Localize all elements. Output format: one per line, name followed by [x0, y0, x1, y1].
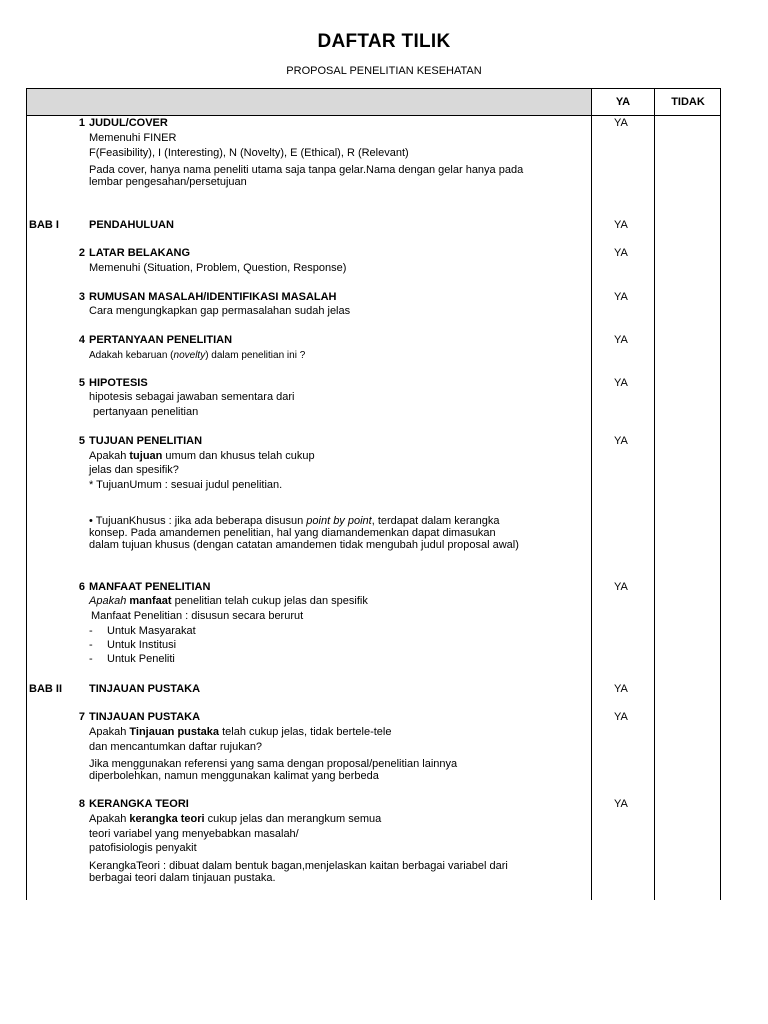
list-item: Untuk Institusi: [107, 639, 177, 651]
item-number: 3: [78, 291, 85, 303]
page-subtitle: PROPOSAL PENELITIAN KESEHATAN: [286, 65, 482, 77]
ya-mark: YA: [614, 219, 628, 231]
table-border-ya-left: [591, 116, 592, 900]
list-item: Untuk Peneliti: [107, 653, 175, 665]
item-text: • TujuanKhusus : jika ada beberapa disusun point by point, terdapat dalam kerangka: [89, 515, 500, 527]
item-text: Adakah kebaruan (novelty) dalam penelitian ini ?: [89, 350, 306, 361]
page-title: DAFTAR TILIK: [317, 31, 451, 52]
list-bullet: -: [89, 653, 93, 665]
item-heading: KERANGKA TEORI: [89, 798, 189, 810]
item-text: teori variabel yang menyebabkan masalah/: [89, 828, 299, 840]
item-text: KerangkaTeori : dibuat dalam bentuk bagan,menjelaskan kaitan berbagai variabel dari: [89, 860, 508, 872]
item-text: Pada cover, hanya nama peneliti utama saja tanpa gelar.Nama dengan gelar hanya pada: [89, 164, 524, 176]
table-border-left: [26, 116, 27, 900]
ya-mark: YA: [614, 334, 628, 346]
item-text: patofisiologis penyakit: [89, 842, 197, 854]
list-item: Untuk Masyarakat: [107, 625, 196, 637]
ya-mark: YA: [614, 798, 628, 810]
item-number: 8: [78, 798, 85, 810]
item-text: Apakah kerangka teori cukup jelas dan merangkum semua: [89, 813, 382, 825]
item-text: pertanyaan penelitian: [93, 406, 199, 418]
section-heading: TINJAUAN PUSTAKA: [89, 683, 201, 695]
item-text: Memenuhi (Situation, Problem, Question, Response): [89, 262, 347, 274]
item-text: F(Feasibility), I (Interesting), N (Novelty), E (Ethical), R (Relevant): [89, 147, 409, 159]
item-text: * TujuanUmum : sesuai judul penelitian.: [89, 479, 283, 491]
item-number: 4: [78, 334, 85, 346]
ya-mark: YA: [614, 435, 628, 447]
item-number: 7: [78, 711, 85, 723]
ya-mark: YA: [614, 581, 628, 593]
item-heading: HIPOTESIS: [89, 377, 148, 389]
header-description-cell: [27, 89, 592, 115]
item-text: Apakah Tinjauan pustaka telah cukup jelas, tidak bertele-tele: [89, 726, 392, 738]
item-number: 6: [78, 581, 85, 593]
item-text: berbagai teori dalam tinjauan pustaka.: [89, 872, 276, 884]
item-text: Memenuhi FINER: [89, 132, 177, 144]
item-number: 5: [78, 435, 85, 447]
item-heading: TUJUAN PENELITIAN: [89, 435, 203, 447]
item-text: Cara mengungkapkan gap permasalahan sudah jelas: [89, 305, 351, 317]
ya-mark: YA: [614, 377, 628, 389]
ya-mark: YA: [614, 683, 628, 695]
list-bullet: -: [89, 639, 93, 651]
ya-mark: YA: [614, 247, 628, 259]
item-text: jelas dan spesifik?: [89, 464, 179, 476]
header-tidak: TIDAK: [671, 96, 705, 108]
item-heading: TINJAUAN PUSTAKA: [89, 711, 201, 723]
ya-mark: YA: [614, 117, 628, 129]
item-heading: JUDUL/COVER: [89, 117, 168, 129]
item-text: lembar pengesahan/persetujuan: [89, 176, 247, 188]
item-heading: MANFAAT PENELITIAN: [89, 581, 211, 593]
item-heading: PERTANYAAN PENELITIAN: [89, 334, 233, 346]
item-text: Apakah manfaat penelitian telah cukup jelas dan spesifik: [89, 595, 368, 607]
table-border-tidak-left: [654, 116, 655, 900]
table-border-right: [720, 116, 721, 900]
item-text: konsep. Pada amandemen penelitian, hal yang diamandemenkan dapat dimasukan: [89, 527, 496, 539]
section-label: BAB I: [29, 219, 59, 231]
section-label: BAB II: [29, 683, 62, 695]
item-text: dan mencantumkan daftar rujukan?: [89, 741, 263, 753]
item-number: 2: [78, 247, 85, 259]
section-heading: PENDAHULUAN: [89, 219, 174, 231]
table-header: [26, 88, 721, 116]
header-ya: YA: [592, 89, 655, 115]
item-text: diperbolehkan, namun menggunakan kalimat yang berbeda: [89, 770, 379, 782]
item-heading: LATAR BELAKANG: [89, 247, 191, 259]
item-number: 5: [78, 377, 85, 389]
item-text: Jika menggunakan referensi yang sama dengan proposal/penelitian lainnya: [89, 758, 458, 770]
list-bullet: -: [89, 625, 93, 637]
item-number: 1: [78, 117, 85, 129]
item-text: Apakah tujuan umum dan khusus telah cukup: [89, 450, 315, 462]
item-text: hipotesis sebagai jawaban sementara dari: [89, 391, 295, 403]
item-text: Manfaat Penelitian : disusun secara berurut: [91, 610, 304, 622]
item-heading: RUMUSAN MASALAH/IDENTIFIKASI MASALAH: [89, 291, 337, 303]
item-text: dalam tujuan khusus (dengan catatan amandemen tidak mengubah judul proposal awal): [89, 539, 519, 551]
ya-mark: YA: [614, 711, 628, 723]
ya-mark: YA: [614, 291, 628, 303]
